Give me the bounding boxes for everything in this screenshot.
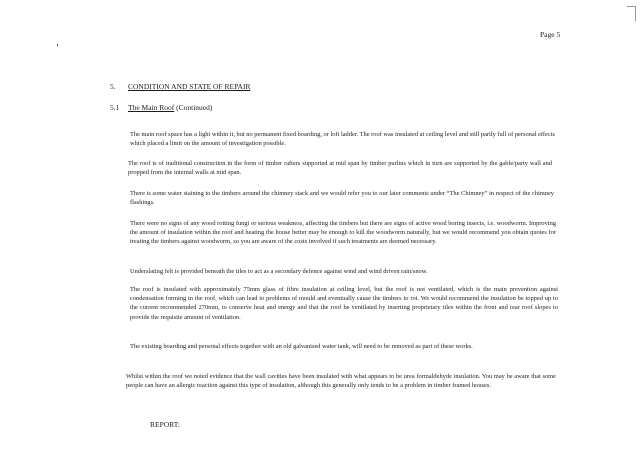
subsection-suffix: (Continued) [174, 103, 213, 112]
page-number: Page 5 [540, 30, 561, 39]
section-title: CONDITION AND STATE OF REPAIR [128, 82, 251, 91]
section-number: 5. [110, 82, 116, 91]
scan-corner-mark [627, 6, 636, 21]
paragraph-insulation: The roof is insulated with approximately 75mm glass of fibre insulation at ceiling level, but the roof is not ventilated, which is the main prevention against condensation forming in the roof, which can lead to problems of mould and eventually cause the timbers to rot. We would recommend the insulation be topped up to the current recommended 270mm, to conserve heat and energy and that the roof be ventilated by inserting proprietary tiles within the front and rear roof slopes to provide the requisite amount of ventilation. [130, 286, 558, 321]
paragraph-construction: The roof is of traditional construction in the form of timber rafters supported at mid span by timber purlins which in turn are supported by the gable/party wall and propped from the internal walls at mid span. [128, 160, 552, 177]
subsection-title: The Main Roof [128, 103, 175, 112]
report-label: REPORT: [150, 420, 181, 429]
subsection-number: 5.1 [110, 103, 120, 112]
paragraph-underslating-felt: Underslating felt is provided beneath the tiles to act as a secondary defence against wind and wind driven rain/snow. [130, 268, 428, 275]
paragraph-woodworm: There were no signs of any wood rotting fungi or serious weakness, affecting the timbers but there are signs of active wood boring insects, i.e. woodworm. Improving the amount of insulation within the roof and heating the house better may be enough to kill the woodworm naturally, but we would recommend you obtain quotes for treating the timbers against woodworm, so you are aware of the costs involved if such treatments are deemed necessary. [130, 220, 556, 246]
paragraph-water-staining: There is some water staining to the timbers around the chimney stack and we would refer you to our later comments under “The Chimney” in respect of the chimney flashings. [130, 190, 554, 207]
paragraph-roof-space: The main roof space has a light within it, but no permanent fixed boarding, or loft ladder. The roof was insulated at ceiling level and still partly full of personal effects which placed a limit on the amount of investigation possible. [130, 131, 555, 148]
section-heading [110, 82, 250, 91]
subsection-heading [110, 103, 212, 112]
paragraph-cavity-insulation: Whilst within the roof we noted evidence that the wall cavities have been insulated with what appears to be urea formaldehyde insulation. You may be aware that some people can have an allergic reaction against this type of insulation, although this generally only tends to be a problem in timber framed houses. [126, 373, 556, 390]
paragraph-boarding-removal: The existing boarding and personal effects together with an old galvanised water tank, will need to be removed as part of these works. [130, 343, 473, 350]
scan-mark [57, 44, 58, 46]
